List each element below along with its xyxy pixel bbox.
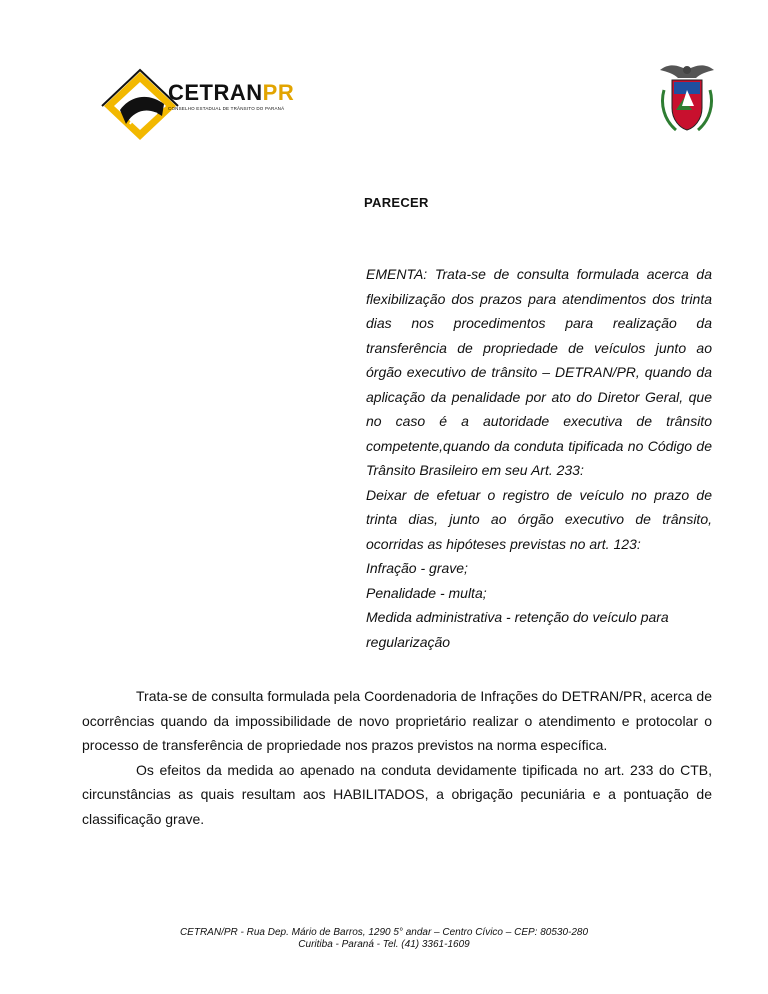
logo-name: CETRAN xyxy=(168,80,263,105)
logo-wordmark xyxy=(168,80,294,106)
body-text xyxy=(82,684,712,831)
footer-contact: Curitiba - Paraná - Tel. (41) 3361-1609 xyxy=(298,939,470,950)
footer-address: CETRAN/PR - Rua Dep. Mário de Barros, 1290 5° andar – Centro Cívico – CEP: 80530-280 xyxy=(179,927,589,938)
page-footer xyxy=(0,927,768,951)
paragraph-1: Trata-se de consulta formulada pela Coordenadoria de Infrações do DETRAN/PR, acerca de ocorrências quando da impossibilidade de novo proprietário realizar o atendimento e protocolar o processo de transferência de propriedade nos prazos previstos na norma específica. xyxy=(82,688,712,753)
paragraph-2: Os efeitos da medida ao apenado na conduta devidamente tipificada no art. 233 do CTB, circunstâncias as quais resultam aos HABILITADOS, a obrigação pecuniária e a pontuação de classificação grave. xyxy=(82,761,712,827)
ementa-infracao: Infração - grave; xyxy=(366,560,468,576)
ementa-summary: EMENTA: Trata-se de consulta formulada acerca da flexibilização dos prazos para atendimentos dos trinta dias nos procedimentos para realização da transferência de propriedade de veículos junto ao órgão executivo de trânsito – DETRAN/PR, quando da aplicação da penalidade por ato do Diretor Geral, que no caso é a autoridade executiva de trânsito competente,quando da conduta tipificada no Código de Trânsito Brasileiro em seu Art. 233: xyxy=(366,266,712,478)
ementa-article-text: Deixar de efetuar o registro de veículo no prazo de trinta dias, junto ao órgão executivo de trânsito, ocorridas as hipóteses previstas no art. 123: xyxy=(366,486,712,552)
parana-coat-of-arms-icon xyxy=(656,60,718,136)
ementa-penalidade: Penalidade - multa; xyxy=(366,584,487,601)
logo-suffix: PR xyxy=(262,80,295,105)
ementa-medida: Medida administrativa - retenção do veículo para regularização xyxy=(366,609,669,650)
road-sign-icon xyxy=(102,70,178,140)
page-title: PARECER xyxy=(364,195,429,210)
ementa-block xyxy=(366,262,712,654)
logo-subtitle: CONSELHO ESTADUAL DE TRÂNSITO DO PARANÁ xyxy=(168,106,285,111)
